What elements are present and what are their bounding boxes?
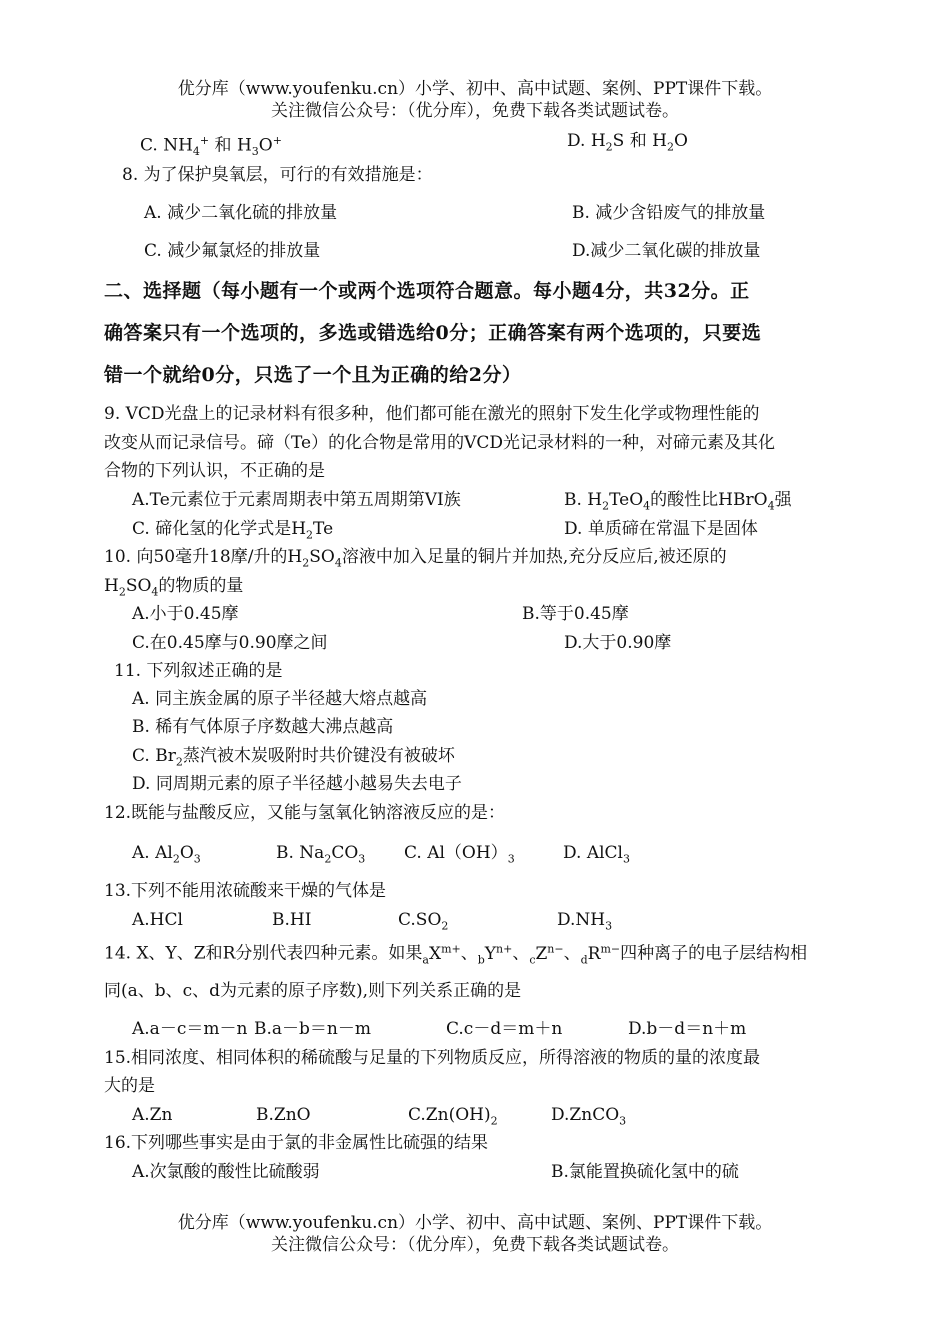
q15-option-d: D.ZnCO$_3$ bbox=[551, 1105, 627, 1128]
q16-option-a: A.次氯酸的酸性比硫酸弱 bbox=[132, 1162, 320, 1182]
q10-line-1: 10. 向50毫升18摩/升的$H_2SO_4$溶液中加入足量的铜片并加热,充分反应后,被还原的 bbox=[104, 547, 727, 570]
q12-option-b: B. $Na_2CO_3$ bbox=[276, 843, 366, 866]
q8-option-a: A. 减少二氧化硫的排放量 bbox=[144, 203, 338, 223]
q11-option-d: D. 同周期元素的原子半径越小越易失去电子 bbox=[132, 774, 462, 794]
q9-option-a: A.Te元素位于元素周期表中第五周期第VI族 bbox=[132, 490, 461, 510]
ion-x: $_aX^{m+}$ bbox=[422, 942, 461, 967]
q10-option-a: A.小于0.45摩 bbox=[132, 604, 239, 624]
q11-option-c: C. $Br_2$蒸汽被木炭吸附时共价键没有被破坏 bbox=[132, 746, 455, 769]
q12-stem: 12.既能与盐酸反应，又能与氢氧化钠溶液反应的是： bbox=[104, 803, 506, 823]
q15-option-c: $C.Zn(OH)_2$ bbox=[408, 1105, 498, 1128]
q13-option-c: $C.SO_2$ bbox=[398, 910, 449, 933]
q8-option-c: C. 减少氟氯烃的排放量 bbox=[144, 241, 321, 261]
q12-option-a: A. $Al_2O_3$ bbox=[132, 843, 201, 866]
q14-line-1: 14. X、Y、Z和R分别代表四种元素。如果$_aX^{m+}$、$_bY^{n+}$、$_cZ^{n-}$、$_dR^{m-}$四种离子的电子层结构相 bbox=[104, 942, 808, 967]
q15-line-2: 大的是 bbox=[104, 1076, 155, 1096]
q13-stem: 13.下列不能用浓硫酸来干燥的气体是 bbox=[104, 881, 387, 901]
header-line-1: 优分库（www.youfenku.cn）小学、初中、高中试题、案例、PPT课件下载。 bbox=[177, 79, 773, 99]
q10-option-c: C.在0.45摩与0.90摩之间 bbox=[132, 633, 328, 653]
q13-option-b: B.HI bbox=[272, 910, 312, 930]
section2-line-3: 错一个就给0分，只选了一个且为正确的给2分） bbox=[104, 364, 522, 386]
q11-stem: 11. 下列叙述正确的是 bbox=[114, 661, 283, 681]
q15-option-a: A.Zn bbox=[132, 1105, 173, 1125]
q14-option-b: B.a－b＝n－m bbox=[254, 1019, 371, 1039]
q14-option-c: C.c－d＝m＋n bbox=[446, 1019, 563, 1039]
ion-y: $_bY^{n+}$ bbox=[477, 942, 513, 967]
q13-option-d: $D.NH_3$ bbox=[557, 910, 613, 933]
q8-option-b: B. 减少含铅废气的排放量 bbox=[572, 203, 766, 223]
q9-line-1: 9. VCD光盘上的记录材料有很多种，他们都可能在激光的照射下发生化学或物理性能的 bbox=[104, 404, 760, 424]
footer-line-1: 优分库（www.youfenku.cn）小学、初中、高中试题、案例、PPT课件下载。 bbox=[177, 1213, 773, 1233]
footer-line-2: 关注微信公众号：（优分库），免费下载各类试题试卷。 bbox=[271, 1235, 679, 1255]
q9-line-3: 合物的下列认识，不正确的是 bbox=[104, 461, 325, 481]
q15-option-b: B.ZnO bbox=[256, 1105, 311, 1125]
q11-option-b: B. 稀有气体原子序数越大沸点越高 bbox=[132, 717, 394, 737]
q14-option-d: D.b－d＝n＋m bbox=[628, 1019, 747, 1039]
q7-option-c: C. $NH_4^+$ 和 $H_3O^+$ bbox=[140, 134, 282, 159]
q14-option-a: A.a－c＝m－n bbox=[132, 1019, 248, 1039]
q14-line-2: 同(a、b、c、d为元素的原子序数),则下列关系正确的是 bbox=[104, 981, 522, 1001]
ion-r: $_dR^{m-}$ bbox=[580, 942, 621, 967]
q10-option-d: D.大于0.90摩 bbox=[564, 633, 672, 653]
q16-stem: 16.下列哪些事实是由于氯的非金属性比硫强的结果 bbox=[104, 1133, 489, 1153]
q8-stem: 8. 为了保护臭氧层，可行的有效措施是： bbox=[122, 165, 433, 185]
q9-option-c: C. 碲化氢的化学式是$H_2Te$ bbox=[132, 519, 334, 542]
section2-line-1: 二、选择题（每小题有一个或两个选项符合题意。每小题4分，共32分。正 bbox=[104, 280, 750, 302]
q9-option-b: B. $H_2TeO_4$的酸性比HBrO$_4$强 bbox=[564, 490, 792, 513]
q10-option-b: B.等于0.45摩 bbox=[522, 604, 629, 624]
q15-line-1: 15.相同浓度、相同体积的稀硫酸与足量的下列物质反应，所得溶液的物质的量的浓度最 bbox=[104, 1048, 761, 1068]
q7-option-d: D. $H_2S$ 和 $H_2O$ bbox=[567, 131, 688, 154]
q12-option-c: C. $Al(OH)_3$ bbox=[404, 843, 515, 866]
q9-option-d: D. 单质碲在常温下是固体 bbox=[564, 519, 758, 539]
header-line-2: 关注微信公众号：（优分库），免费下载各类试题试卷。 bbox=[271, 101, 679, 121]
q16-option-b: B.氯能置换硫化氢中的硫 bbox=[551, 1162, 739, 1182]
q8-option-d: D.减少二氧化碳的排放量 bbox=[572, 241, 761, 261]
q9-line-2: 改变从而记录信号。碲（Te）的化合物是常用的VCD光记录材料的一种，对碲元素及其化 bbox=[104, 433, 775, 453]
q12-option-d: D. AlCl$_3$ bbox=[563, 843, 630, 866]
q13-option-a: A.HCl bbox=[132, 910, 183, 930]
ion-z: $_cZ^{n-}$ bbox=[529, 942, 564, 967]
q11-option-a: A. 同主族金属的原子半径越大熔点越高 bbox=[132, 689, 428, 709]
q10-line-2: $H_2SO_4$的物质的量 bbox=[104, 576, 244, 599]
section2-line-2: 确答案只有一个选项的，多选或错选给0分；正确答案有两个选项的，只要选 bbox=[104, 322, 762, 344]
